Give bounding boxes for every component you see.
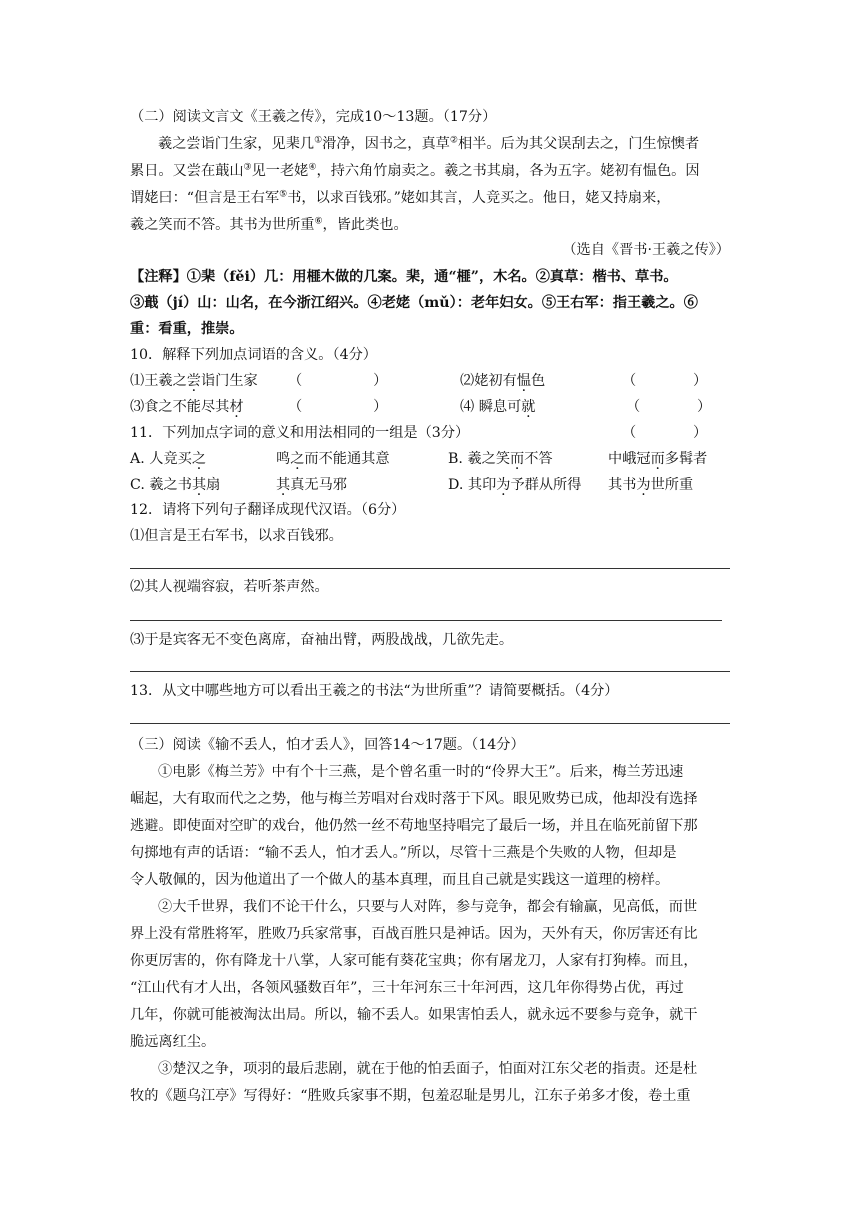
passage-line: 逃避。即使面对空旷的戏台，他仍然一丝不苟地坚持唱完了最后一场，并且在临死前留下那 bbox=[130, 818, 698, 834]
q10-item: ⑴王羲之尝诣门生家 bbox=[130, 373, 258, 389]
section-heading: （三）阅读《输不丢人，怕才丢人》，回答14～17题。（14分） bbox=[130, 737, 525, 753]
option-b-second: 中峨冠而多髯者 bbox=[608, 451, 708, 467]
answer-blank[interactable]: （ ） bbox=[288, 399, 388, 415]
passage-line: 你更厉害的，你有降龙十八掌，人家可能有葵花宝典；你有屠龙刀，人家有打狗棒。而且， bbox=[130, 953, 698, 969]
translation-item: ⑴但言是王右军书，以求百钱邪。 bbox=[130, 528, 343, 544]
answer-blank[interactable]: （ ） bbox=[288, 373, 388, 389]
annotation-line: ③蕺（jí）山：山名，在今浙江绍兴。④老姥（mǔ）：老年妇女。⑤王右军：指王羲之。⑥ bbox=[130, 295, 698, 311]
question-stem: 13．从文中哪些地方可以看出王羲之的书法“为世所重”？请简要概括。（4分） bbox=[130, 683, 619, 699]
option-b[interactable]: B. 羲之笑而不答 bbox=[448, 451, 553, 467]
annotation-line: 【注释】①棐（fěi）几：用榧木做的几案。棐，通“榧”，木名。②真草：楷书、草书。 bbox=[130, 269, 678, 285]
answer-line[interactable] bbox=[130, 620, 722, 621]
annotation-line: 重：看重，推崇。 bbox=[130, 321, 244, 337]
translation-item: ⑵其人视端容寂，若听茶声然。 bbox=[130, 579, 329, 595]
option-a[interactable]: A. 人竞买之 bbox=[130, 451, 207, 467]
answer-line[interactable] bbox=[130, 723, 730, 724]
option-c[interactable]: C. 羲之书其扇 bbox=[130, 477, 221, 493]
option-a-second: 鸣之而不能通其意 bbox=[276, 451, 390, 467]
question-stem: 11．下列加点字词的意义和用法相同的一组是（3分） bbox=[130, 425, 470, 441]
passage-line: 界上没有常胜将军，胜败乃兵家常事，百战百胜只是神话。因为，天外有天，你厉害还有比 bbox=[130, 926, 698, 942]
option-d[interactable]: D. 其印为予群从所得 bbox=[448, 477, 582, 493]
passage-line: 崛起，大有取而代之之势，他与梅兰芳唱对台戏时落于下风。眼见败势已成，他却没有选择 bbox=[130, 791, 698, 807]
source-citation: （选自《晋书·王羲之传》） bbox=[562, 242, 730, 258]
translation-item: ⑶于是宾客无不变色离席，奋袖出臂，两股战战，几欲先走。 bbox=[130, 632, 514, 648]
passage-line: 羲之尝诣门生家，见棐几①滑净，因书之，真草②相半。后为其父误刮去之，门生惊懊者 bbox=[158, 135, 700, 152]
passage-line: 累日。又尝在蕺山③见一老姥④，持六角竹扇卖之。羲之书其扇，各为五字。姥初有愠色。因 bbox=[130, 162, 700, 179]
passage-line: 谓姥曰：“但言是王右军⑤书，以求百钱邪。”姥如其言，人竞买之。他日，姥又持扇来， bbox=[130, 189, 671, 206]
passage-line: ②大千世界，我们不论干什么，只要与人对阵，参与竞争，都会有输赢，见高低，而世 bbox=[158, 899, 698, 915]
question-stem: 10．解释下列加点词语的含义。（4分） bbox=[130, 347, 377, 363]
passage-line: 几年，你就可能被淘汰出局。所以，输不丢人。如果害怕丢人，就永远不要参与竞争，就干 bbox=[130, 1007, 698, 1023]
q10-item: ⑶食之不能尽其材 bbox=[130, 399, 244, 415]
passage-line: 句掷地有声的话语：“输不丢人，怕才丢人。”所以，尽管十三燕是个失败的人物，但却是 bbox=[130, 845, 677, 861]
passage-line: ③楚汉之争，项羽的最后悲剧，就在于他的怕丢面子，怕面对江东父老的指责。还是杜 bbox=[158, 1061, 698, 1077]
option-d-second: 其书为世所重 bbox=[608, 477, 694, 493]
passage-line: 牧的《题乌江亭》写得好：“胜败兵家事不期，包羞忍耻是男儿，江东子弟多才俊，卷土重 bbox=[130, 1088, 691, 1104]
passage-line: 羲之笑而不答。其书为世所重⑥，皆此类也。 bbox=[130, 216, 408, 233]
passage-line: 脆远离红尘。 bbox=[130, 1034, 216, 1050]
answer-blank[interactable]: （ ） bbox=[622, 425, 708, 441]
q10-item: ⑵姥初有愠色 bbox=[460, 373, 546, 389]
passage-line: “江山代有才人出，各领风骚数百年”，三十年河东三十年河西，这几年你得势占优，再过 bbox=[130, 980, 684, 996]
section-heading: （二）阅读文言文《王羲之传》，完成10～13题。（17分） bbox=[130, 109, 497, 125]
answer-blank[interactable]: （ ） bbox=[622, 373, 708, 389]
question-stem: 12．请将下列句子翻译成现代汉语。（6分） bbox=[130, 502, 406, 518]
q10-item: ⑷ 瞬息可就 bbox=[460, 399, 536, 415]
answer-line[interactable] bbox=[130, 568, 730, 569]
passage-line: 令人敬佩的，因为他道出了一个做人的基本真理，而且自己就是实践这一道理的榜样。 bbox=[130, 872, 670, 888]
answer-blank[interactable]: （ ） bbox=[626, 399, 712, 415]
option-c-second: 其真无马邪 bbox=[276, 477, 347, 493]
passage-line: ①电影《梅兰芳》中有个十三燕，是个曾名重一时的“伶界大王”。后来，梅兰芳迅速 bbox=[158, 764, 684, 780]
answer-line[interactable] bbox=[130, 671, 730, 672]
